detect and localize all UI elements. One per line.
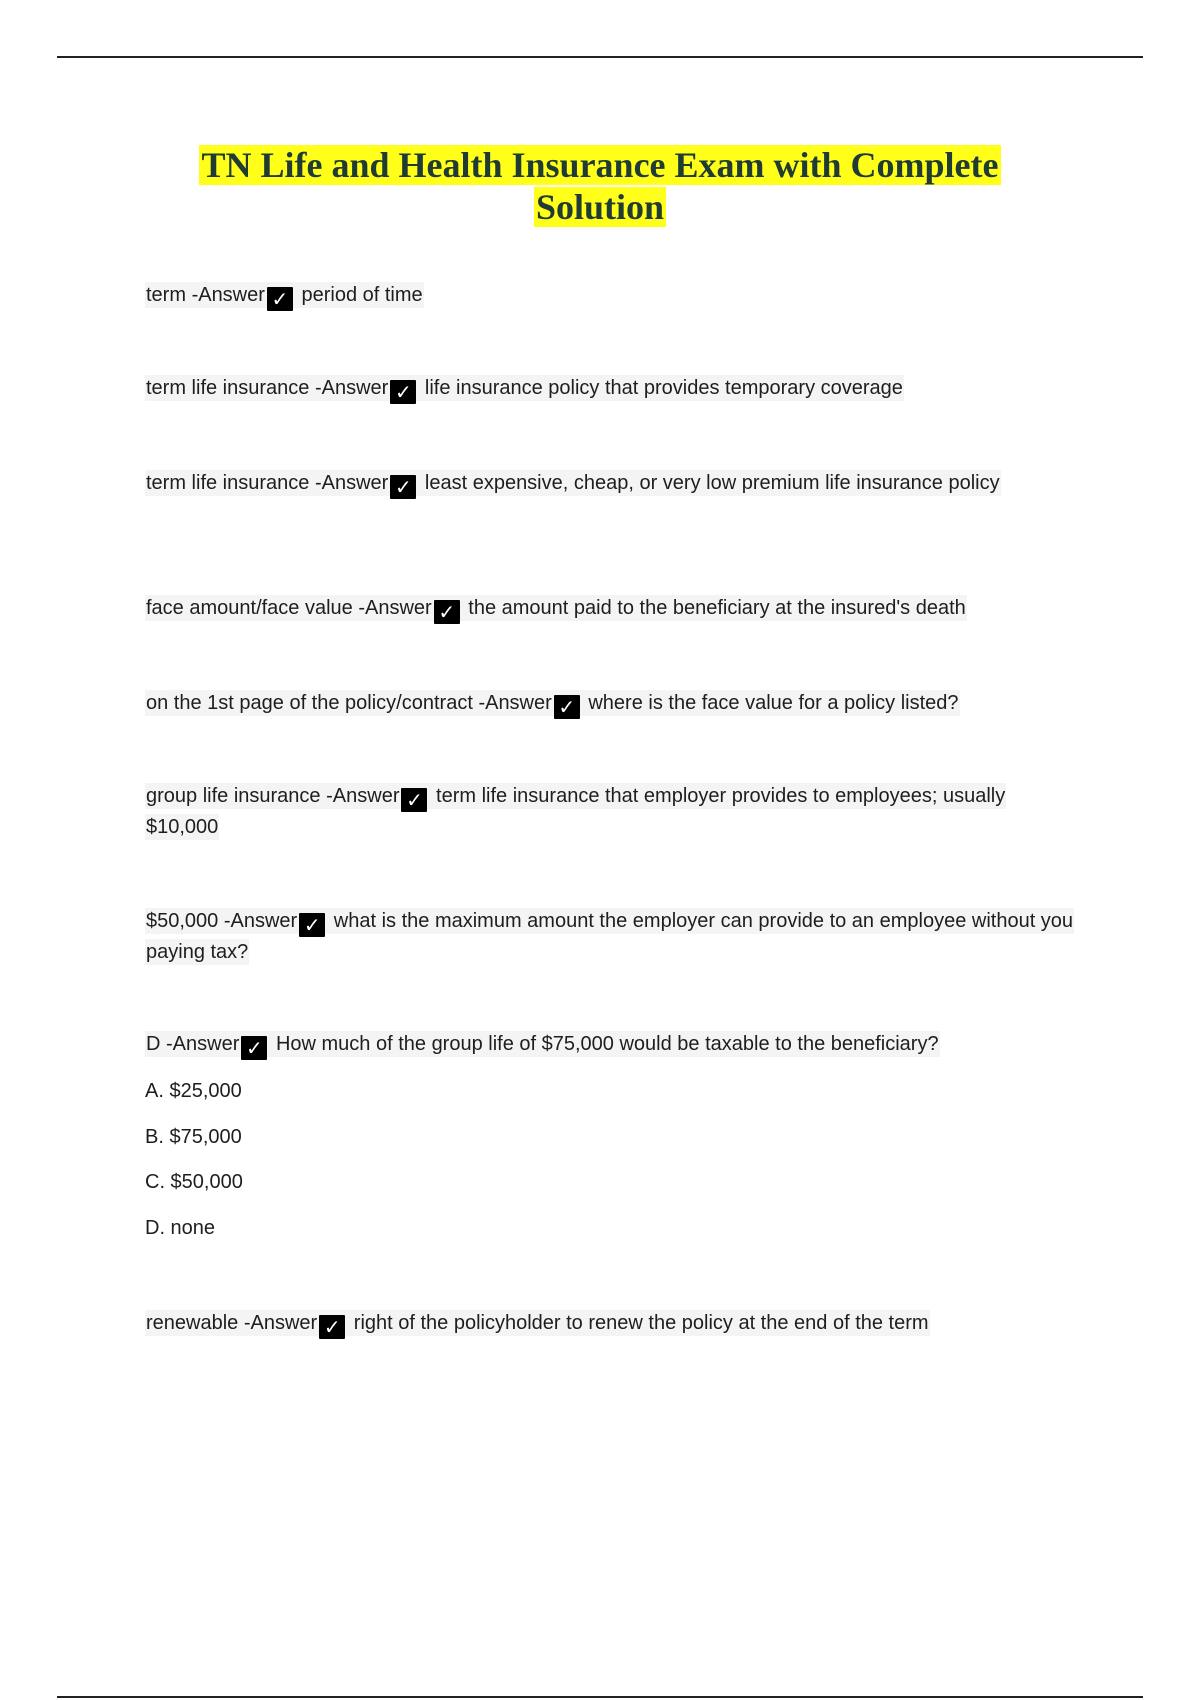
qa-term: renewable bbox=[146, 1312, 239, 1334]
qa-term: $50,000 bbox=[146, 910, 219, 932]
qa-answer: term life insurance that employer provides to employees; usually $10,000 bbox=[146, 785, 1006, 838]
answer-marker: -Answer bbox=[314, 377, 389, 399]
qa-answer: life insurance policy that provides temporary coverage bbox=[424, 377, 903, 399]
document-title: TN Life and Health Insurance Exam with Complete Solution bbox=[201, 145, 999, 227]
check-box-icon: ✓ bbox=[401, 788, 427, 812]
choice-d: D. none bbox=[145, 1217, 216, 1239]
check-box-icon: ✓ bbox=[319, 1315, 345, 1339]
answer-marker: -Answer bbox=[166, 1033, 240, 1055]
check-box-icon: ✓ bbox=[267, 287, 293, 311]
choice-b: B. $75,000 bbox=[145, 1126, 242, 1148]
qa-answer: least expensive, cheap, or very low premium life insurance policy bbox=[424, 472, 1000, 494]
check-box-icon: ✓ bbox=[390, 475, 416, 499]
qa-term: term life insurance bbox=[146, 377, 310, 399]
check-box-icon: ✓ bbox=[434, 600, 460, 624]
qa-answer: right of the policyholder to renew the policy at the end of the term bbox=[353, 1312, 929, 1334]
check-box-icon: ✓ bbox=[554, 695, 580, 719]
qa-term: group life insurance bbox=[146, 785, 321, 807]
qa-item bbox=[145, 468, 1045, 499]
qa-item bbox=[145, 280, 1065, 311]
qa-item bbox=[145, 373, 1065, 404]
choice-c: C. $50,000 bbox=[145, 1171, 243, 1193]
qa-item bbox=[145, 906, 1080, 967]
qa-term: D bbox=[146, 1033, 161, 1055]
title-block bbox=[0, 144, 1200, 228]
qa-answer: the amount paid to the beneficiary at the insured's death bbox=[468, 597, 966, 619]
check-box-icon: ✓ bbox=[241, 1036, 267, 1060]
qa-item bbox=[145, 1029, 1085, 1060]
qa-answer: what is the maximum amount the employer can provide to an employee without you paying tax? bbox=[146, 910, 1074, 963]
top-rule bbox=[57, 56, 1143, 58]
answer-marker: -Answer bbox=[478, 692, 552, 714]
qa-answer: where is the face value for a policy listed? bbox=[588, 692, 959, 714]
answer-marker: -Answer bbox=[243, 1312, 318, 1334]
qa-item bbox=[145, 593, 1085, 624]
check-box-icon: ✓ bbox=[299, 913, 325, 937]
qa-answer: How much of the group life of $75,000 would be taxable to the beneficiary? bbox=[275, 1033, 939, 1055]
qa-item bbox=[145, 688, 1085, 719]
qa-term: term life insurance bbox=[146, 472, 310, 494]
bottom-rule bbox=[57, 1696, 1143, 1698]
answer-marker: -Answer bbox=[223, 910, 298, 932]
qa-term: on the 1st page of the policy/contract bbox=[146, 692, 473, 714]
answer-marker: -Answer bbox=[314, 472, 389, 494]
qa-item bbox=[145, 781, 1045, 842]
qa-item bbox=[145, 1308, 1085, 1339]
answer-marker: -Answer bbox=[358, 597, 432, 619]
qa-answer: period of time bbox=[301, 284, 423, 306]
check-box-icon: ✓ bbox=[390, 380, 416, 404]
answer-marker: -Answer bbox=[191, 284, 265, 306]
choice-a: A. $25,000 bbox=[145, 1080, 242, 1102]
qa-term: term bbox=[146, 284, 186, 306]
answer-marker: -Answer bbox=[326, 785, 400, 807]
qa-term: face amount/face value bbox=[146, 597, 353, 619]
